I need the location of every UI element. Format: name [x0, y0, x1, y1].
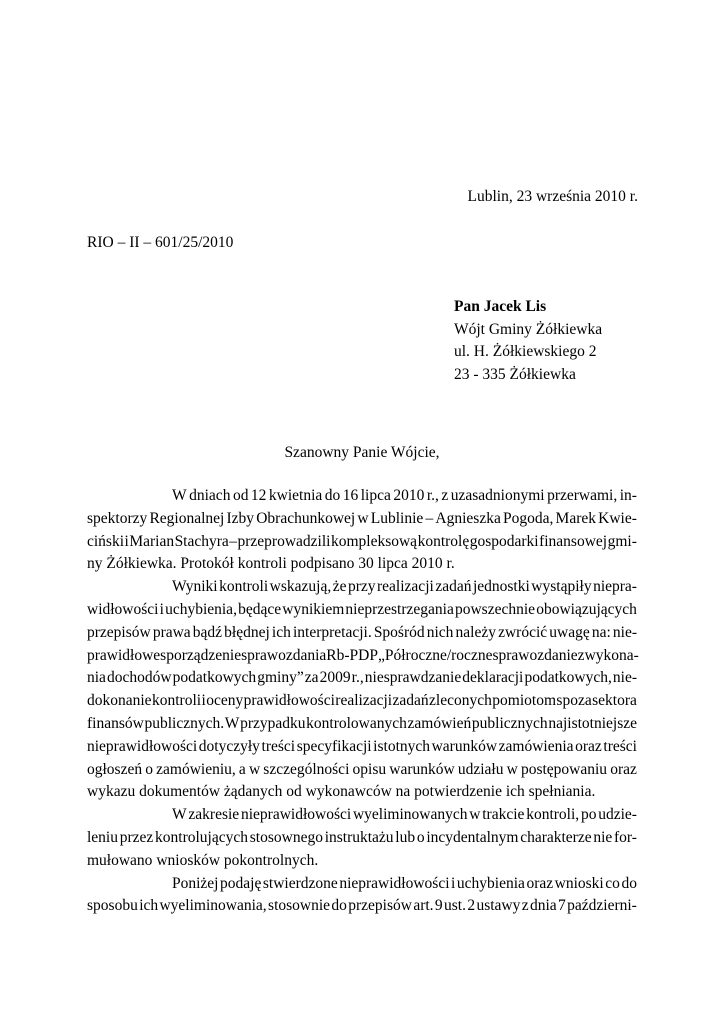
body-word: incydentalnym — [426, 828, 519, 846]
body-word: 30 — [358, 555, 378, 573]
body-word: nie- — [612, 623, 637, 641]
body-word: treści — [603, 737, 637, 755]
body-word: dotyczyły — [198, 737, 260, 755]
body-word: uzasadnionymi — [450, 487, 545, 504]
body-word: prawidłowe — [87, 646, 161, 664]
body-word: kontrolujących — [155, 828, 249, 846]
body-word: zamówień — [407, 714, 472, 732]
body-word: Marek — [555, 509, 596, 527]
body-word: przepisów — [348, 897, 412, 915]
body-word: 2010 — [393, 487, 425, 504]
body-word: prawidłowości — [243, 692, 335, 710]
body-word: dniach — [189, 487, 231, 504]
body-word: in- — [619, 487, 637, 504]
body-word: leniu — [87, 828, 118, 846]
body-word: za — [304, 669, 319, 687]
body-word: Marian — [129, 532, 175, 550]
body-word: oceny — [206, 692, 244, 710]
body-word: – — [229, 532, 238, 550]
body-word: oraz — [526, 874, 554, 892]
body-word: kontrolowanych — [306, 714, 407, 732]
body-word: charakterze — [520, 828, 592, 846]
body-word: obowiązujących — [536, 600, 637, 618]
body-word: 9 — [434, 897, 443, 915]
body-word: gmi- — [607, 532, 637, 550]
body-word: sprawozdania — [241, 646, 327, 664]
body-line — [87, 553, 637, 576]
body-word: r., — [426, 487, 439, 504]
body-word: publicznych — [471, 714, 548, 732]
body-word: na — [395, 783, 415, 801]
body-word: nieprzestrzegania — [345, 600, 454, 618]
body-word: wyeliminowania, — [159, 897, 267, 915]
body-word: ogłoszeń — [87, 760, 143, 778]
body-word: bądź — [192, 623, 223, 641]
body-word: spektorzy — [87, 509, 148, 527]
body-word: do — [621, 874, 637, 892]
body-word: W — [172, 806, 187, 824]
body-word: ustawy — [476, 897, 521, 915]
body-word: opisu — [352, 760, 387, 778]
body-word: co — [605, 874, 620, 892]
body-line — [87, 667, 637, 690]
body-word: pomiotom — [492, 692, 557, 710]
body-word: pokontrolnych. — [223, 851, 319, 869]
body-word: oraz — [610, 760, 637, 778]
body-word: w — [506, 760, 518, 778]
body-word: widłowości — [87, 600, 159, 618]
body-word: 7 — [558, 897, 566, 915]
body-word: Lublinie — [370, 509, 424, 527]
body-word: od — [286, 783, 306, 801]
body-word: dochodów — [107, 669, 172, 687]
body-word: nich — [426, 623, 454, 641]
body-line — [87, 781, 637, 804]
body-line — [87, 508, 637, 531]
body-word: na: — [591, 623, 611, 641]
body-line — [87, 850, 637, 873]
body-word: Rb-PDP — [326, 646, 378, 664]
body-word: – — [425, 509, 434, 527]
body-word: uwagę — [549, 623, 590, 641]
body-word: wykona- — [584, 646, 639, 664]
body-word: Żółkiewka. — [106, 555, 181, 573]
body-word: udzie- — [598, 806, 637, 824]
body-word: zadań — [392, 692, 429, 710]
body-word: Obrachunkowej — [256, 509, 356, 527]
body-word: lub — [395, 828, 416, 846]
body-line — [87, 759, 637, 782]
body-word: kontroli — [151, 692, 202, 710]
body-line — [87, 895, 637, 918]
body-word: Wyniki — [172, 578, 218, 596]
body-word: wniosków — [156, 851, 224, 869]
body-word: Regionalnej — [149, 509, 225, 527]
body-word: z — [577, 646, 585, 664]
salutation: Szanowny Panie Wójcie, — [284, 444, 440, 461]
body-word: postępowaniu — [520, 760, 608, 778]
body-word: warunków — [389, 760, 455, 778]
body-word: ciński — [87, 532, 125, 550]
body-word: zakresie — [188, 806, 240, 824]
body-word: nieprawidłowości — [339, 874, 450, 892]
body-word: podatkowych — [172, 669, 257, 687]
body-word: prawa — [152, 623, 191, 641]
body-word: zamówieniu, — [156, 760, 236, 778]
body-word: „Półroczne/roczne — [377, 646, 493, 664]
recipient-city: 23 - 335 Żółkiewka — [454, 365, 576, 383]
body-word: październi- — [567, 897, 637, 915]
body-word: ich — [505, 783, 529, 801]
body-word: wynikiem — [282, 600, 345, 618]
body-word: przypadku — [240, 714, 306, 732]
body-line — [87, 599, 637, 622]
body-word: ich — [139, 897, 159, 915]
body-word: ny — [87, 555, 107, 573]
body-word: i — [201, 692, 206, 710]
body-word: W — [224, 714, 240, 732]
body-word: i — [451, 874, 456, 892]
body-word: Agnieszka — [435, 509, 501, 527]
body-word: for- — [614, 828, 637, 846]
body-word: stwierdzone — [262, 874, 338, 892]
body-word: najistotniejsze — [548, 714, 637, 732]
body-word: wykazu — [87, 783, 140, 801]
body-word: podaję — [220, 874, 262, 892]
body-word: sektora — [592, 692, 637, 710]
body-word: gminy” — [257, 669, 304, 687]
body-word: wnioski — [554, 874, 604, 892]
body-word: Pogoda, — [503, 509, 554, 527]
body-word: zwrócić — [498, 623, 548, 641]
body-word: 2009 — [319, 669, 351, 687]
body-line — [87, 645, 637, 668]
body-word: w — [248, 760, 261, 778]
body-word: deklaracji — [462, 669, 524, 687]
body-word: przy — [347, 578, 376, 596]
body-word: kwietnia — [268, 487, 323, 504]
body-word: finansów — [87, 714, 144, 732]
body-word: Protokół — [180, 555, 238, 573]
body-word: przepisów — [87, 623, 151, 641]
body-word: Poniżej — [172, 874, 219, 892]
body-word: treści — [261, 737, 296, 755]
body-word: od — [232, 487, 249, 504]
body-line — [87, 531, 637, 554]
body-word: mułowano — [87, 851, 157, 869]
body-word: realizacji — [377, 578, 434, 596]
reference-number: RIO – II – 601/25/2010 — [87, 234, 234, 251]
body-word: wystąpiły — [531, 578, 592, 596]
body-line — [87, 804, 637, 827]
body-word: Kwie- — [598, 509, 637, 527]
body-word: 2 — [467, 897, 476, 915]
body-line — [87, 873, 637, 896]
body-word: jednostki — [472, 578, 530, 596]
body-word: ich — [271, 623, 291, 641]
dateline: Lublin, 23 września 2010 r. — [467, 188, 638, 205]
body-word: zadań — [435, 578, 472, 596]
body-line — [87, 690, 637, 713]
body-word: r., — [351, 669, 364, 687]
body-word: spełniania. — [528, 783, 596, 801]
body-word: kontrolę — [417, 532, 470, 550]
body-word: instruktażu — [324, 828, 394, 846]
body-word: trakcie — [482, 806, 525, 824]
body-word: stosownie — [268, 897, 331, 915]
body-word: Spośród — [373, 623, 425, 641]
body-word: ust. — [444, 897, 466, 915]
body-word: stosownego — [249, 828, 323, 846]
body-line — [87, 485, 637, 508]
recipient-street: ul. H. Żółkiewskiego 2 — [454, 343, 597, 360]
body-word: 2010 — [411, 555, 447, 573]
body-word: dokonanie — [87, 692, 152, 710]
body-word: sposobu — [87, 897, 138, 915]
body-word: i — [124, 532, 129, 550]
body-word: przez — [119, 828, 154, 846]
body-word: finansowej — [539, 532, 608, 550]
body-word: podpisano — [290, 555, 359, 573]
body-word: dnia — [529, 897, 557, 915]
body-word: zamówienia — [498, 737, 574, 755]
body-line — [87, 576, 637, 599]
recipient-title: Wójt Gminy Żółkiewka — [454, 320, 603, 338]
body-word: specyfikacji — [296, 737, 372, 755]
body-word: lipca — [377, 555, 412, 573]
body-word: kompleksową — [330, 532, 418, 550]
body-word: a — [238, 760, 246, 778]
body-word: do — [324, 487, 341, 504]
body-word: nie — [593, 828, 613, 846]
body-word: o — [145, 760, 153, 778]
letter-body — [87, 485, 637, 918]
body-word: podatkowych, — [524, 669, 612, 687]
body-line — [87, 736, 637, 759]
body-word: sprawozdanie — [492, 646, 578, 664]
body-word: że — [332, 578, 347, 596]
body-word: 16 — [342, 487, 359, 504]
body-word: powszechnie — [454, 600, 536, 618]
body-word: art. — [413, 897, 434, 915]
body-word: nie- — [612, 669, 637, 687]
body-word: należy — [455, 623, 496, 641]
body-word: interpretacji. — [292, 623, 372, 641]
body-word: lipca — [360, 487, 391, 504]
body-line — [87, 713, 637, 736]
body-word: żądanych — [223, 783, 287, 801]
body-word: do — [331, 897, 347, 915]
body-word: o — [416, 828, 425, 846]
body-word: wykonawców — [305, 783, 396, 801]
body-word: spoza — [556, 692, 592, 710]
body-word: gospodarki — [469, 532, 539, 550]
body-word: z — [441, 487, 449, 504]
body-word: wyeliminowanych — [352, 806, 468, 824]
body-word: publicznych. — [144, 714, 225, 732]
body-word: zleconych — [429, 692, 492, 710]
body-word: r. — [446, 555, 455, 573]
body-word: potwierdzenie — [414, 783, 506, 801]
body-word: szczególności — [263, 760, 350, 778]
body-word: wskazują, — [269, 578, 332, 596]
body-word: przerwami, — [547, 487, 618, 504]
body-word: w — [357, 509, 369, 527]
body-word: uchybienia, — [165, 600, 237, 618]
body-word: udziału — [457, 760, 504, 778]
recipient-name: Pan Jacek Lis — [454, 298, 547, 315]
body-word: W — [172, 487, 187, 504]
body-word: w — [469, 806, 481, 824]
body-word: z — [521, 897, 529, 915]
body-word: niepra- — [593, 578, 637, 596]
body-word: dokumentów — [139, 783, 224, 801]
body-word: będące — [238, 600, 282, 618]
body-word: istotnych — [373, 737, 431, 755]
body-word: kontroli — [219, 578, 269, 596]
body-word: niesprawdzanie — [364, 669, 462, 687]
body-word: Stachyra — [174, 532, 229, 550]
body-word: Izby — [226, 509, 255, 527]
body-word: i — [159, 600, 164, 618]
body-word: przeprowadzili — [237, 532, 331, 550]
body-word: błędnej — [224, 623, 270, 641]
recipient-block — [454, 296, 602, 386]
body-word: sporządzenie — [160, 646, 242, 664]
body-word: nieprawidłowości — [87, 737, 198, 755]
body-word: 12 — [250, 487, 267, 504]
body-word: nieprawidłowości — [240, 806, 352, 824]
body-word: kontroli, — [526, 806, 580, 824]
body-word: oraz — [575, 737, 602, 755]
body-word: realizacji — [335, 692, 393, 710]
body-word: uchybienia — [456, 874, 525, 892]
body-word: warunków — [431, 737, 498, 755]
body-line — [87, 622, 637, 645]
body-word: nia — [87, 669, 106, 687]
body-line — [87, 827, 637, 850]
body-word: po — [580, 806, 597, 824]
body-word: kontroli — [237, 555, 291, 573]
